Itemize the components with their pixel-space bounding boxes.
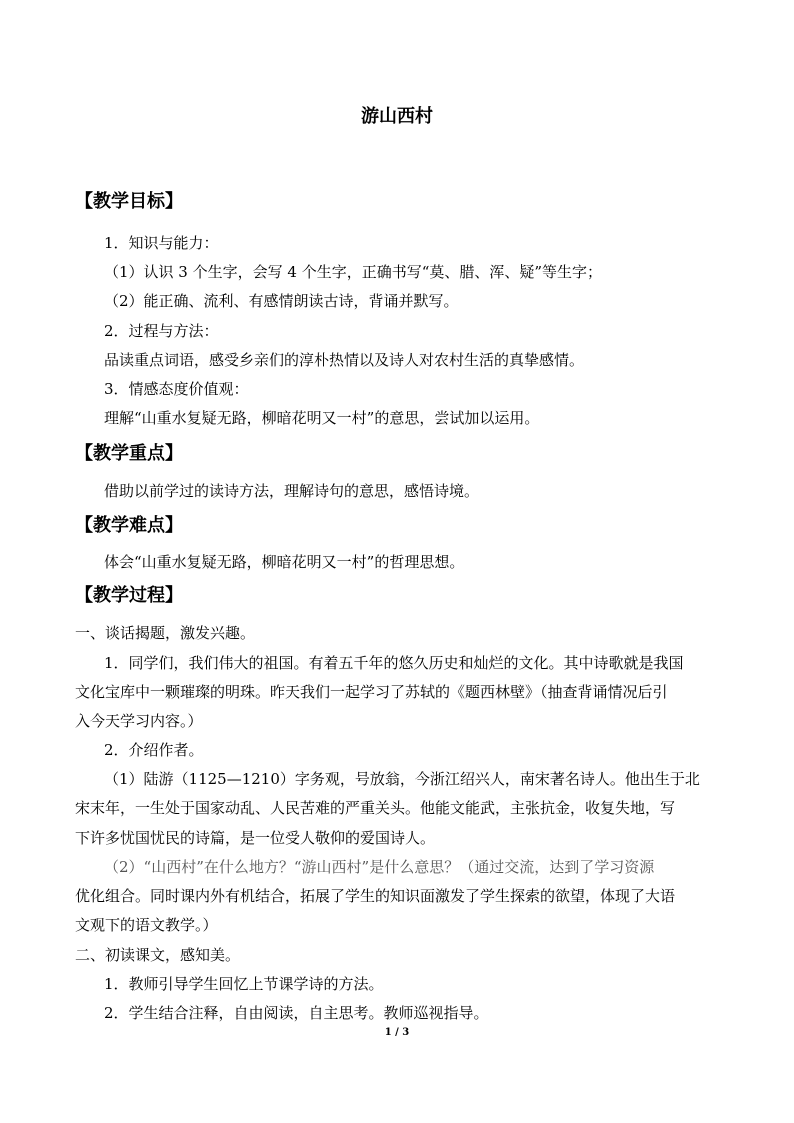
page-number: 1 / 3	[384, 1027, 410, 1038]
objective-line: 2．过程与方法：	[104, 322, 219, 340]
difficulties-text: 体会“山重水复疑无路，柳暗花明又一村”的哲理思想。	[104, 553, 465, 571]
section-heading-key-points: 【教学重点】	[75, 443, 183, 464]
section-heading-difficulties: 【教学难点】	[75, 515, 183, 536]
process-line: 入今天学习内容。）	[75, 712, 203, 730]
process-line: （1）陆游（1125—1210）字务观，号放翁，今浙江绍兴人，南宋著名诗人。他出生于北	[104, 770, 700, 788]
section-heading-objectives: 【教学目标】	[75, 191, 183, 212]
objective-line: （1）认识 3 个生字，会写 4 个生字，正确书写“莫、腊、浑、疑”等生字；	[104, 263, 603, 281]
process-line: 文观下的语文教学。）	[75, 916, 218, 934]
objective-line: 品读重点词语，感受乡亲们的淳朴热情以及诗人对农村生活的真挚感情。	[104, 351, 585, 369]
process-line: 一、谈话揭题，激发兴趣。	[75, 624, 256, 642]
section-heading-process: 【教学过程】	[75, 585, 183, 606]
process-line: 优化组合。同时课内外有机结合，拓展了学生的知识面激发了学生探索的欲望，体现了大语	[75, 887, 676, 905]
key-points-text: 借助以前学过的读诗方法，理解诗句的意思，感悟诗境。	[104, 482, 480, 500]
process-line: 2．介绍作者。	[104, 741, 204, 759]
process-line: 文化宝库中一颗璀璨的明珠。昨天我们一起学习了苏轼的《题西林壁》（抽查背诵情况后引	[75, 683, 668, 701]
process-line: 1．同学们，我们伟大的祖国。有着五千年的悠久历史和灿烂的文化。其中诗歌就是我国	[104, 654, 684, 672]
process-line: 宋末年，一生处于国家动乱、人民苦难的严重关头。他能文能武，主张抗金，收复失地，写	[75, 799, 676, 817]
objective-line: 3．情感态度价值观：	[104, 380, 249, 398]
process-line: 1．教师引导学生回忆上节课学诗的方法。	[104, 975, 384, 993]
objective-line: 1．知识与能力：	[104, 234, 219, 252]
process-line: 二、初读课文，感知美。	[75, 946, 241, 964]
document-title: 游山西村	[361, 106, 433, 127]
objective-line: 理解“山重水复疑无路，柳暗花明又一村”的意思，尝试加以运用。	[104, 409, 540, 427]
process-line: （2）“山西村”在什么地方？“游山西村”是什么意思？（通过交流，达到了学习资源	[104, 858, 655, 876]
process-line: 2．学生结合注释，自由阅读，自主思考。教师巡视指导。	[104, 1004, 489, 1022]
objective-line: （2）能正确、流利、有感情朗读古诗，背诵并默写。	[104, 292, 459, 310]
process-line: 下许多忧国忧民的诗篇，是一位受人敬仰的爱国诗人。	[75, 829, 436, 847]
